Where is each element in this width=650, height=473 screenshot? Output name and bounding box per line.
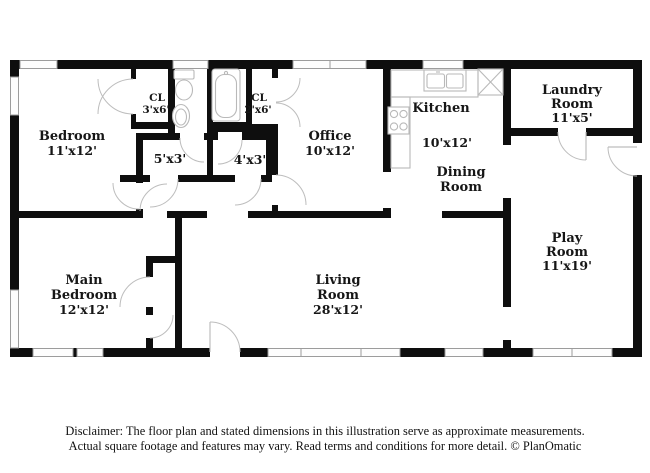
room-label-closet-3x6: CL [149, 92, 165, 104]
wall-segment [175, 211, 182, 348]
room-dims-4x3: 4'x3' [233, 152, 267, 167]
window [445, 349, 483, 357]
room-dims-closet-3x6: 3'x6' [142, 104, 170, 116]
wall-segment [120, 175, 150, 182]
disclaimer-line-2: Actual square footage and features may vary. Read terms and conditions for more detail. © PlanOmatic [68, 439, 582, 453]
room-label-laundry: Room [551, 97, 593, 112]
wall-segment [10, 60, 19, 77]
window [11, 290, 19, 348]
wall-segment [146, 307, 153, 315]
wall-segment [103, 348, 210, 357]
room-label-office: Office [308, 129, 352, 144]
wall-segment [483, 348, 533, 357]
wall-segment [57, 60, 173, 69]
room-dims-kitchen: 10'x12' [422, 135, 472, 150]
window [33, 349, 73, 357]
closet-bifold-door-arc [98, 79, 133, 114]
toilet-icon [174, 70, 194, 79]
wall-segment [586, 128, 633, 136]
bath-5x3-door-arc [150, 179, 178, 207]
wall-segment [178, 175, 235, 182]
office-door-arc [276, 175, 306, 205]
room-label-main-bedroom: Main [65, 273, 103, 288]
room-label-play: Play [551, 231, 583, 246]
wall-segment [73, 348, 77, 357]
window [268, 349, 400, 357]
wall-segment [131, 69, 136, 79]
toilet-icon [176, 80, 193, 100]
room-label-main-bedroom: Bedroom [50, 288, 118, 303]
laundry-door-arc [558, 132, 586, 160]
wall-segment [463, 60, 642, 69]
room-dims-closet-2x6: 2'x6' [244, 104, 272, 116]
wall-segment [146, 338, 153, 348]
wall-segment [272, 127, 278, 175]
room-label-bedroom: Bedroom [38, 129, 106, 144]
room-labels [39, 83, 603, 317]
wall-segment [146, 256, 180, 263]
window [20, 61, 57, 69]
wall-segment [10, 115, 19, 290]
closet-bifold-door-arc [98, 79, 133, 114]
wall-segment [248, 211, 390, 218]
wall-segment [207, 133, 213, 182]
room-label-dining: Dining [436, 165, 486, 180]
wall-segment [167, 211, 207, 218]
window [77, 349, 103, 357]
main-bedroom-closet-door-arc [150, 315, 173, 338]
wall-segment [240, 348, 268, 357]
room-dims-main-bedroom: 12'x12' [59, 302, 109, 317]
room-label-laundry: Laundry [542, 83, 602, 98]
window [173, 61, 208, 69]
room-label-living: Room [317, 288, 359, 303]
wall-segment [633, 60, 642, 143]
room-dims-bedroom: 11'x12' [47, 143, 97, 158]
wall-segment [10, 211, 140, 218]
play-room-exterior-door-arc [608, 147, 637, 176]
bath-4x3-door-arc [235, 179, 261, 205]
room-dims-play: 11'x19' [542, 258, 592, 273]
disclaimer-line-1: Disclaimer: The floor plan and stated dimensions in this illustration serve as approximate measurements. [65, 424, 585, 438]
wall-segment [242, 132, 246, 140]
room-label-kitchen: Kitchen [412, 101, 470, 116]
wall-segment [503, 340, 511, 348]
wall-segment [207, 122, 246, 132]
closet-2x6-door-arc [276, 103, 300, 127]
disclaimer [0, 424, 650, 454]
room-dims-5x3: 5'x3' [153, 151, 187, 166]
front-door-arc [210, 322, 240, 352]
wall-segment [400, 348, 445, 357]
wall-segment [10, 348, 33, 357]
window [423, 61, 463, 69]
wall-segment [442, 211, 510, 218]
wall-segment [131, 114, 136, 122]
wall-segment [503, 198, 511, 307]
wall-segment [503, 60, 511, 145]
room-dims-laundry: 11'x5' [551, 110, 593, 125]
wall-segment [633, 175, 642, 357]
room-dims-office: 10'x12' [305, 143, 355, 158]
room-label-living: Living [315, 273, 361, 288]
main-bedroom-closet-door-arc [120, 277, 150, 307]
room-label-dining: Room [440, 180, 482, 195]
room-label-closet-2x6: CL [251, 92, 267, 104]
window [11, 77, 19, 115]
wall-segment [511, 128, 558, 136]
wall-segment [383, 208, 391, 218]
room-dims-living: 28'x12' [313, 302, 363, 317]
wall-segment [131, 122, 173, 129]
wall-segment [366, 60, 423, 69]
wall-segment [146, 263, 153, 277]
bedroom-door-arc [113, 183, 139, 209]
room-label-play: Room [546, 245, 588, 260]
wall-segment [272, 60, 278, 78]
closet-2x6-door-arc [276, 78, 300, 102]
wall-segment [208, 60, 293, 69]
wall-segment [266, 140, 272, 182]
